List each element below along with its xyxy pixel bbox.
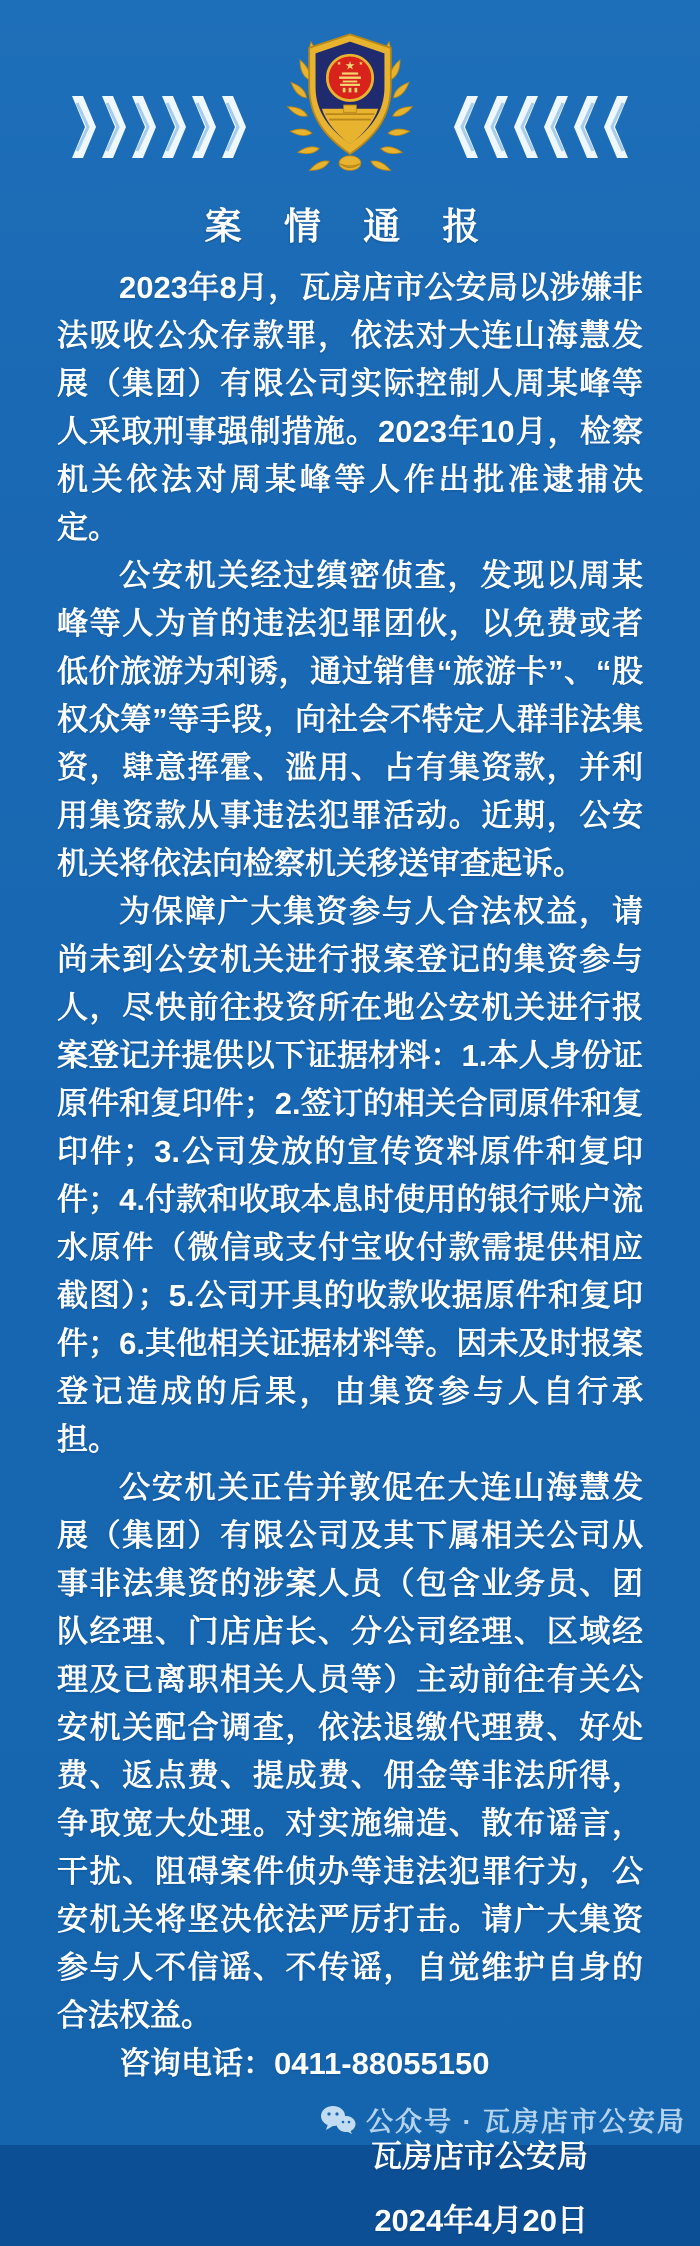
chevron-decoration-right [453,96,630,158]
signature-block [0,2132,700,2246]
page-title: 案 情 通 报 [204,206,496,247]
chevron-left-icon [543,96,570,158]
chevron-right-icon [70,96,97,158]
issue-date: 2024年4月20日 [374,2203,588,2238]
chevron-right-icon [100,96,127,158]
poster-header [0,0,700,182]
issuing-authority: 瓦房店市公安局 [371,2139,588,2174]
notice-paragraph-3: 为保障广大集资参与人合法权益，请尚未到公安机关进行报案登记的集资参与人，尽快前往投资所在地公安机关进行报案登记并提供以下证据材料：1.本人身份证原件和复印件；2.签订的相关合同原件和复印件；3.公司发放的宣传资料原件和复印件；4.付款和收取本息时使用的银行账户流水原件（微信或支付宝收付款需提供相应截图）；5.公司开具的收款收据原件和复印件；6.其他相关证据材料等。因未及时报案登记造成的后果，由集资参与人自行承担。 [57,894,643,1457]
chevron-left-icon [483,96,510,158]
svg-text:★: ★ [344,58,356,73]
chevron-right-icon [160,96,187,158]
police-badge [282,18,418,179]
chevron-left-icon [513,96,540,158]
account-watermark [320,2100,686,2139]
contact-phone-line: 咨询电话：0411-88055150 [119,2046,490,2081]
svg-text:★: ★ [358,61,364,68]
svg-text:★: ★ [336,61,342,68]
notice-body [0,256,700,2040]
china-police-badge-icon [282,18,418,174]
chevron-left-icon [453,96,480,158]
watermark-text: 公众号 · 瓦房店市公安局 [366,2107,686,2137]
wechat-icon [320,2105,356,2135]
notice-paragraph-1: 2023年8月，瓦房店市公安局以涉嫌非法吸收公众存款罪，依法对大连山海慧发展（集团）有限公司实际控制人周某峰等人采取刑事强制措施。2023年10月，检察机关依法对周某峰等人作出批准逮捕决定。 [57,270,643,545]
chevron-decoration-left [70,96,247,158]
notice-paragraph-4: 公安机关正告并敦促在大连山海慧发展（集团）有限公司及其下属相关公司从事非法集资的涉案人员（包含业务员、团队经理、门店店长、分公司经理、区域经理及已离职相关人员等）主动前往有关公安机关配合调查，依法退缴代理费、好处费、返点费、提成费、佣金等非法所得，争取宽大处理。对实施编造、散布谣言，干扰、阻碍案件侦办等违法犯罪行为，公安机关将坚决依法严厉打击。请广大集资参与人不信谣、不传谣，自觉维护自身的合法权益。 [57,1470,643,2033]
chevron-left-icon [573,96,600,158]
chevron-right-icon [130,96,157,158]
chevron-right-icon [190,96,217,158]
chevron-right-icon [220,96,247,158]
chevron-left-icon [603,96,630,158]
notice-paragraph-2: 公安机关经过缜密侦查，发现以周某峰等人为首的违法犯罪团伙，以免费或者低价旅游为利诱，通过销售“旅游卡”、“股权众筹”等手段，向社会不特定人群非法集资，肆意挥霍、滥用、占有集资款，并利用集资款从事违法犯罪活动。近期，公安机关将依法向检察机关移送审查起诉。 [57,558,643,881]
